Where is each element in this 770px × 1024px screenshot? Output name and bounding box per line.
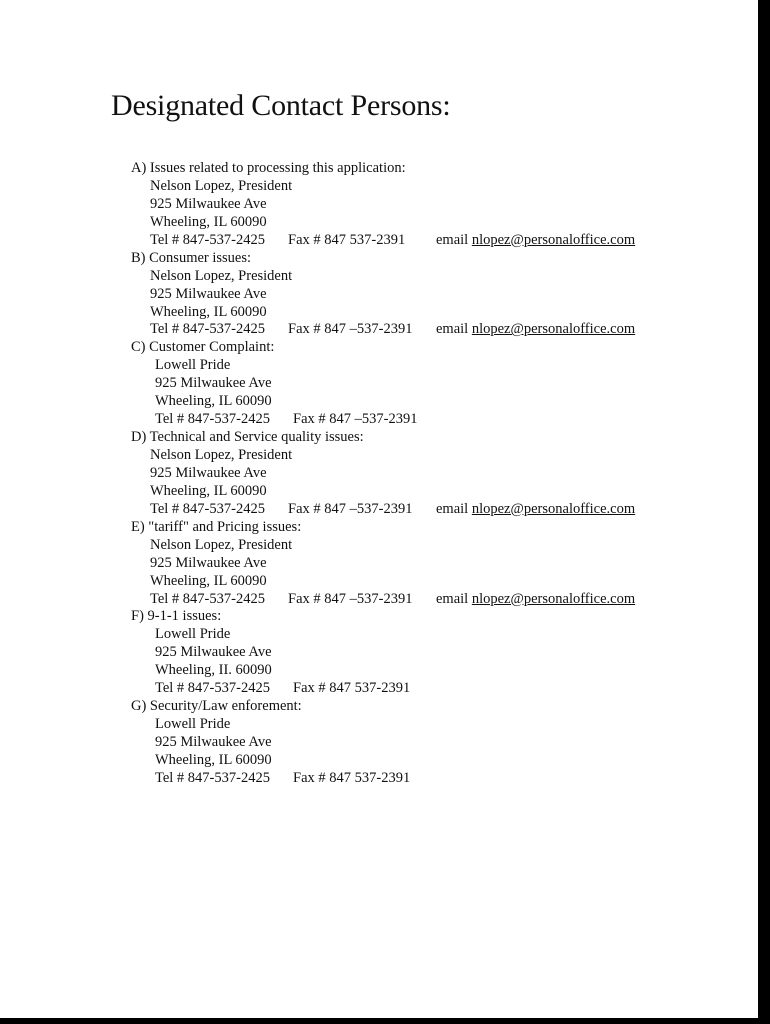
contact-street: 925 Milwaukee Ave	[150, 464, 267, 481]
contact-name: Lowell Pride	[155, 716, 231, 733]
contact-phone-line	[131, 591, 651, 609]
contact-street: 925 Milwaukee Ave	[155, 644, 272, 661]
contact-street: 925 Milwaukee Ave	[150, 554, 267, 571]
contact-section-c	[131, 339, 651, 429]
contact-email	[436, 321, 635, 339]
contact-phone-line	[131, 501, 651, 519]
contact-section-g	[131, 698, 651, 788]
contact-fax: Fax # 847 537-2391	[293, 680, 411, 697]
section-heading: A) Issues related to processing this application:	[131, 160, 406, 176]
contact-name: Nelson Lopez, President	[150, 177, 293, 194]
contact-phone-line	[131, 321, 651, 339]
contact-tel: Tel # 847-537-2425	[150, 500, 265, 517]
contact-name: Lowell Pride	[155, 626, 231, 643]
email-label: email	[436, 590, 469, 607]
contact-street: 925 Milwaukee Ave	[150, 285, 267, 302]
contact-name: Nelson Lopez, President	[150, 447, 293, 463]
contact-fax: Fax # 847 –537-2391	[288, 321, 413, 338]
email-link[interactable]: nlopez@personaloffice.com	[471, 321, 636, 338]
email-link[interactable]: nlopez@personaloffice.com	[471, 231, 636, 248]
contact-tel: Tel # 847-537-2425	[150, 590, 265, 607]
contact-city: Wheeling, IL 60090	[150, 482, 267, 499]
contact-phone-line	[131, 232, 651, 250]
contact-tel: Tel # 847-537-2425	[150, 231, 265, 248]
contact-section-d	[131, 429, 651, 519]
email-link[interactable]: nlopez@personaloffice.com	[471, 590, 636, 607]
contact-fax: Fax # 847 537-2391	[288, 231, 406, 248]
contact-city: Wheeling, II. 60090	[155, 662, 272, 679]
contact-tel: Tel # 847-537-2425	[155, 411, 270, 428]
contact-fax: Fax # 847 –537-2391	[288, 500, 413, 517]
contact-phone-line	[131, 411, 651, 429]
contact-phone-line	[131, 770, 651, 788]
contact-section-f	[131, 608, 651, 698]
contact-email	[436, 232, 635, 250]
contact-street: 925 Milwaukee Ave	[150, 195, 267, 212]
contact-city: Wheeling, IL 60090	[155, 751, 272, 768]
contact-list	[131, 160, 651, 788]
contact-name: Lowell Pride	[155, 357, 231, 374]
contact-fax: Fax # 847 –537-2391	[288, 590, 413, 607]
contact-tel: Tel # 847-537-2425	[155, 769, 270, 786]
contact-email	[436, 501, 635, 519]
contact-city: Wheeling, IL 60090	[155, 393, 272, 410]
email-link[interactable]: nlopez@personaloffice.com	[471, 500, 636, 517]
contact-section-b	[131, 250, 651, 340]
section-heading: F) 9-1-1 issues:	[131, 608, 222, 625]
section-heading: D) Technical and Service quality issues:	[131, 429, 364, 446]
contact-phone-line	[131, 680, 651, 698]
contact-city: Wheeling, IL 60090	[150, 213, 267, 230]
contact-email	[436, 591, 635, 609]
contact-section-e	[131, 519, 651, 609]
contact-name: Nelson Lopez, President	[150, 536, 293, 553]
contact-tel: Tel # 847-537-2425	[155, 680, 270, 697]
section-heading: G) Security/Law enforement:	[131, 698, 302, 715]
contact-section-a	[131, 160, 651, 250]
contact-street: 925 Milwaukee Ave	[155, 734, 272, 750]
contact-fax: Fax # 847 –537-2391	[293, 411, 418, 428]
contact-city: Wheeling, IL 60090	[150, 303, 267, 320]
email-label: email	[436, 231, 469, 248]
contact-street: 925 Milwaukee Ave	[155, 375, 272, 392]
contact-name: Nelson Lopez, President	[150, 267, 293, 284]
email-label: email	[436, 500, 469, 517]
section-heading: C) Customer Complaint:	[131, 339, 275, 356]
email-label: email	[436, 321, 469, 338]
contact-city: Wheeling, IL 60090	[150, 572, 267, 589]
section-heading: B) Consumer issues:	[131, 249, 252, 266]
section-heading: E) "tariff" and Pricing issues:	[131, 518, 302, 535]
contact-tel: Tel # 847-537-2425	[150, 321, 265, 338]
page-title: Designated Contact Persons:	[111, 89, 451, 122]
contact-fax: Fax # 847 537-2391	[293, 769, 411, 786]
